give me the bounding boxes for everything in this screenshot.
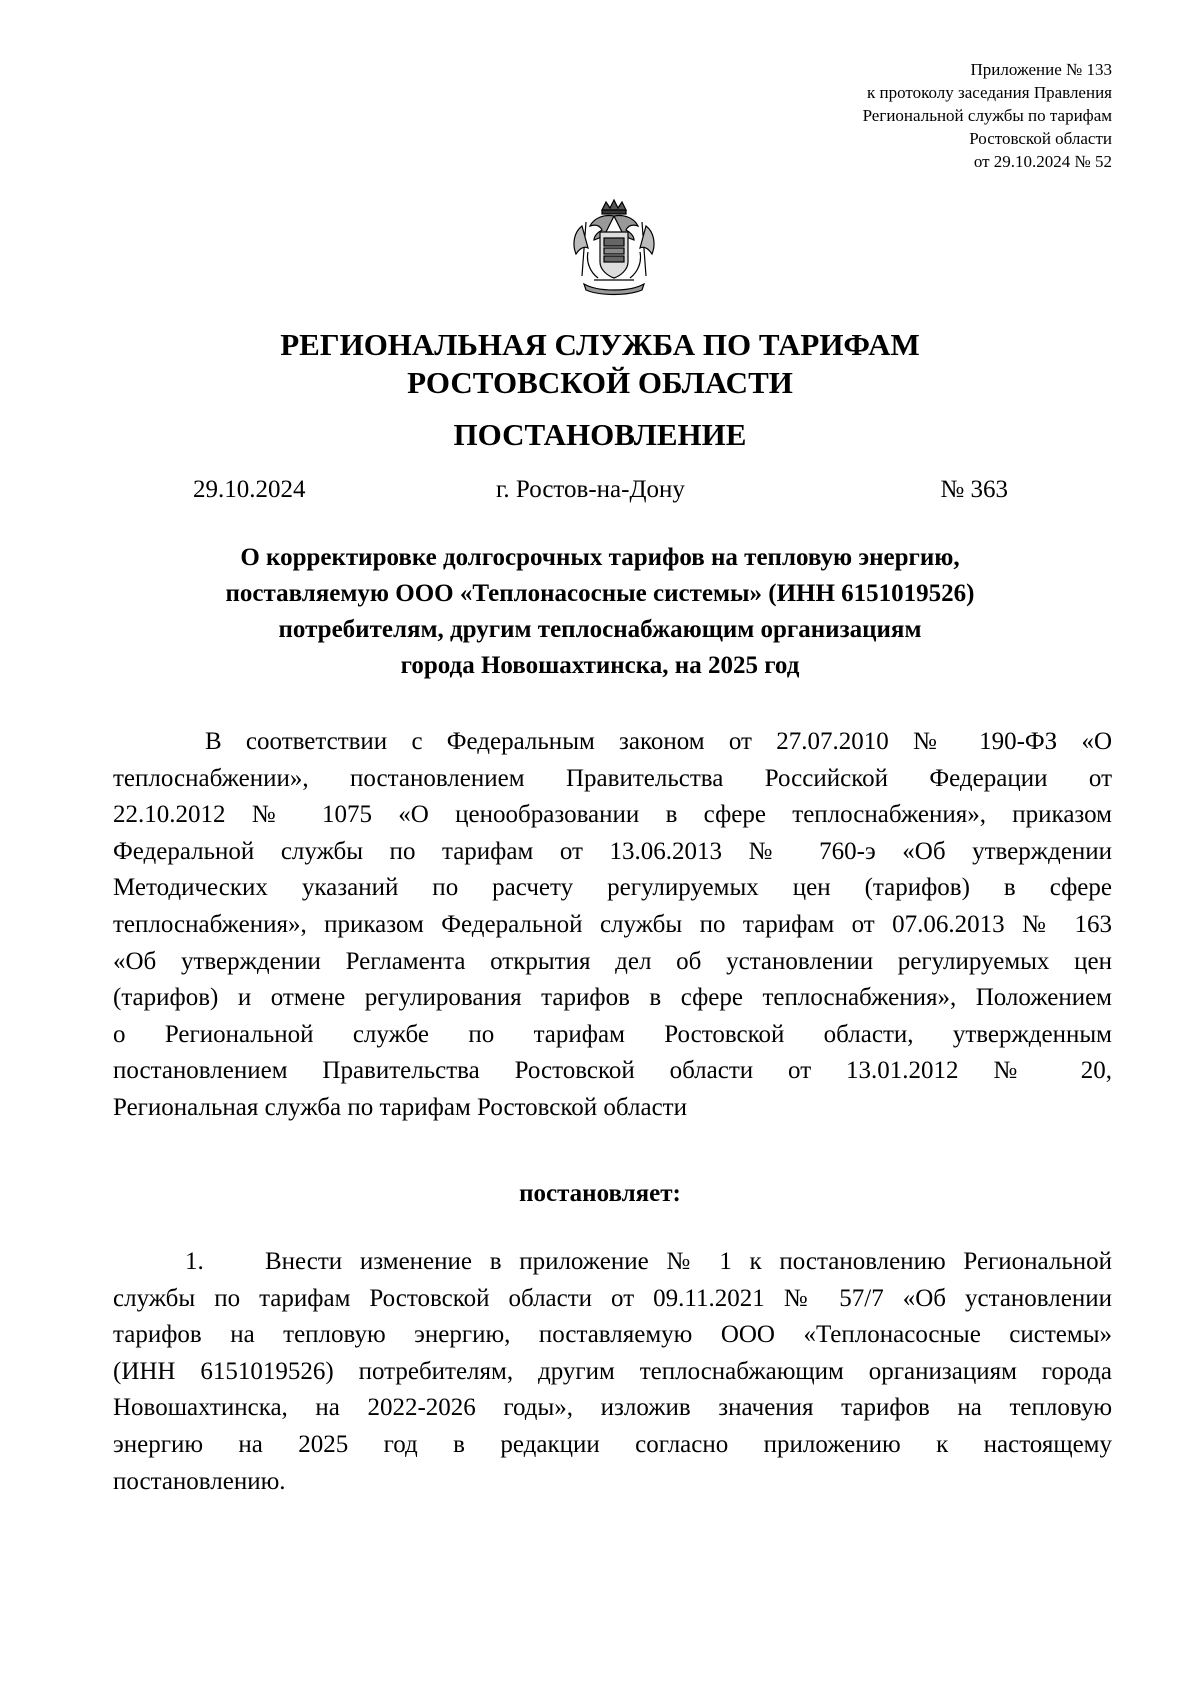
appendix-line: Приложение № 133 (970, 60, 1112, 79)
document-meta (193, 473, 1008, 507)
document-date: 29.10.2024 (193, 476, 306, 503)
preamble-line: о Региональной службе по тарифам Ростовской области, утвержденным (113, 1020, 1112, 1048)
item-line: тарифов на тепловую энергию, поставляемую ООО «Теплонасосные системы» (113, 1321, 1112, 1349)
resolves-heading: постановляет: (519, 1180, 681, 1207)
preamble-line: Федеральной службы по тарифам от 13.06.2013 № 760-э «Об утверждении (113, 837, 1112, 865)
item-number: 1. (185, 1248, 204, 1275)
organization-title (0, 326, 1200, 402)
document-city: г. Ростов-на-Дону (496, 476, 685, 503)
coat-of-arms-icon (564, 196, 664, 298)
appendix-line: от 29.10.2024 № 52 (973, 152, 1112, 171)
subject-line: города Новошахтинска, на 2025 год (400, 652, 800, 679)
item-line: службы по тарифам Ростовской области от 09.11.2021 № 57/7 «Об установлении (113, 1284, 1112, 1312)
item-line: постановлению. (113, 1467, 286, 1495)
preamble-line: «Об утверждении Регламента открытия дел об установлении регулируемых цен (113, 947, 1112, 975)
subject-line: поставляемую ООО «Теплонасосные системы» (ИНН 6151019526) (225, 580, 975, 607)
subject-line: О корректировке долгосрочных тарифов на тепловую энергию, (240, 544, 960, 571)
preamble-line: Региональная служба по тарифам Ростовской области (113, 1093, 687, 1121)
item-line: Внести изменение в приложение № 1 к постановлению Региональной (265, 1248, 1112, 1275)
item-line: Новошахтинска, на 2022-2026 годы», изложив значения тарифов на тепловую (113, 1394, 1112, 1422)
preamble-line: В соответствии с Федеральным законом от 27.07.2010 № 190-ФЗ «О (205, 728, 1112, 755)
preamble-line: постановлением Правительства Ростовской области от 13.01.2012 № 20, (113, 1057, 1112, 1085)
document-type: ПОСТАНОВЛЕНИЕ (453, 417, 747, 452)
preamble-line: 22.10.2012 № 1075 «О ценообразовании в сфере теплоснабжения», приказом (113, 801, 1112, 829)
organization-title-line: РЕГИОНАЛЬНАЯ СЛУЖБА ПО ТАРИФАМ (280, 327, 920, 362)
preamble-line: (тарифов) и отмене регулирования тарифов в сфере теплоснабжения», Положением (113, 984, 1112, 1012)
preamble-line: Методических указаний по расчету регулируемых цен (тарифов) в сфере (113, 874, 1112, 902)
preamble-line: теплоснабжения», приказом Федеральной службы по тарифам от 07.06.2013 № 163 (113, 910, 1112, 938)
preamble-paragraph (113, 724, 1112, 1127)
item-line: энергию на 2025 год в редакции согласно приложению к настоящему (113, 1430, 1112, 1458)
organization-title-line: РОСТОВСКОЙ ОБЛАСТИ (407, 365, 793, 400)
document-subject (100, 540, 1100, 684)
document-number: № 363 (940, 476, 1008, 503)
item-first-line (113, 1244, 1112, 1281)
appendix-line: к протоколу заседания Правления (867, 83, 1112, 102)
preamble-line: теплоснабжении», постановлением Правительства Российской Федерации от (113, 764, 1112, 792)
resolution-item-1 (113, 1244, 1112, 1500)
appendix-note (712, 58, 1112, 173)
appendix-line: Региональной службы по тарифам (862, 106, 1112, 125)
item-line: (ИНН 6151019526) потребителям, другим теплоснабжающим организациям города (113, 1357, 1112, 1385)
subject-line: потребителям, другим теплоснабжающим организациям (278, 616, 922, 643)
appendix-line: Ростовской области (969, 129, 1112, 148)
